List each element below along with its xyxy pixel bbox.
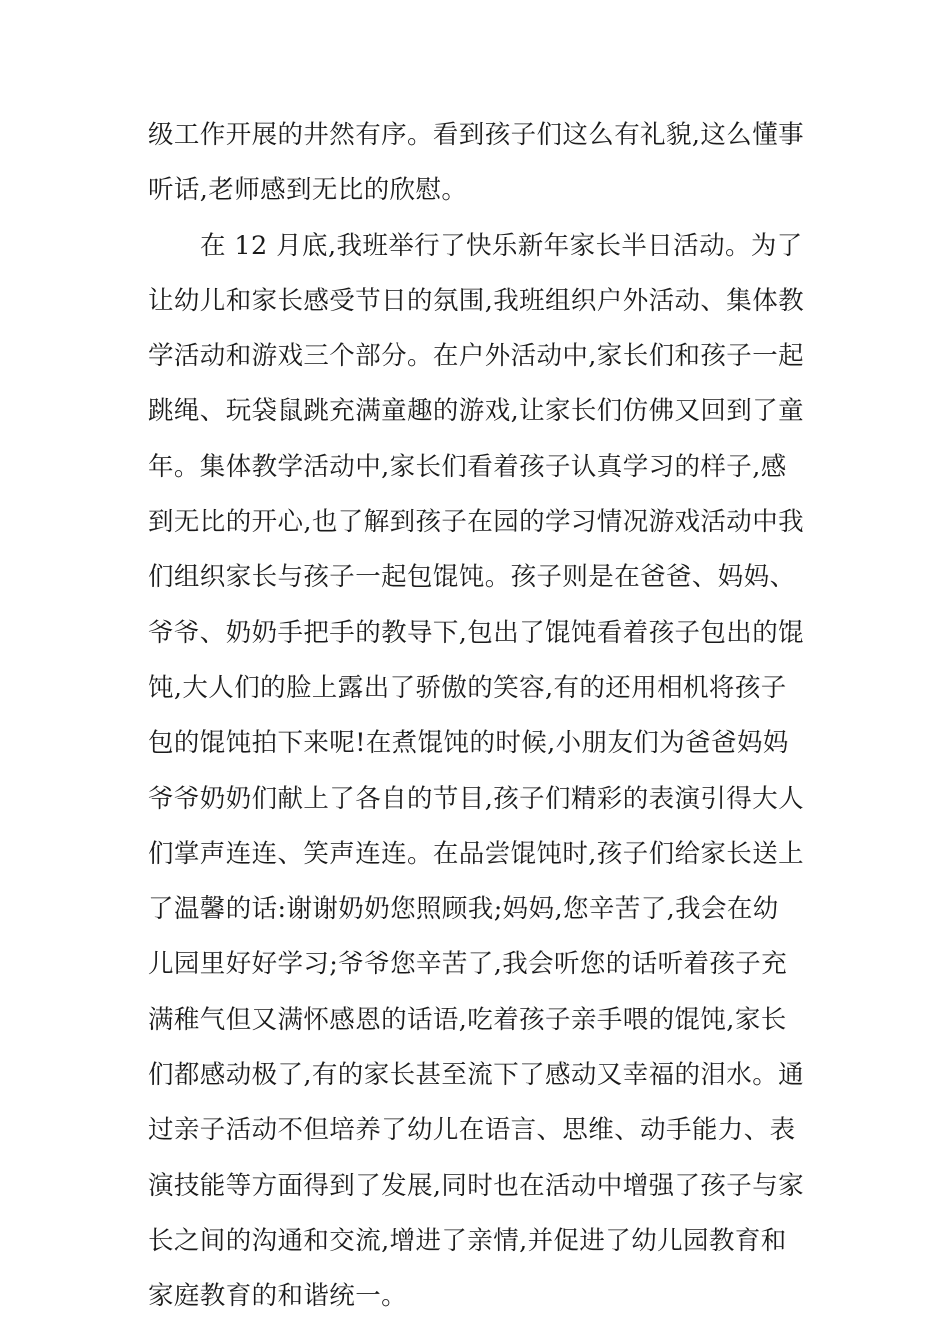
text-line: 让幼儿和家长感受节日的氛围,我班组织户外活动、集体教 bbox=[148, 285, 805, 316]
text-line: 们都感动极了,有的家长甚至流下了感动又幸福的泪水。通 bbox=[148, 1060, 805, 1091]
paragraph-continuation bbox=[148, 108, 808, 219]
text-line: 长之间的沟通和交流,增进了亲情,并促进了幼儿园教育和 bbox=[148, 1225, 787, 1256]
document-body bbox=[148, 108, 808, 1325]
text-line: 们掌声连连、笑声连连。在品尝馄饨时,孩子们给家长送上 bbox=[148, 838, 805, 869]
text-line-indented: 在 12 月底,我班举行了快乐新年家长半日活动。为了 bbox=[200, 230, 803, 261]
text-line: 了温馨的话:谢谢奶奶您照顾我;妈妈,您辛苦了,我会在幼 bbox=[148, 894, 779, 925]
text-line: 到无比的开心,也了解到孩子在园的学习情况游戏活动中我 bbox=[148, 507, 805, 538]
text-line: 演技能等方面得到了发展,同时也在活动中增强了孩子与家 bbox=[148, 1170, 805, 1201]
text-line: 年。集体教学活动中,家长们看着孩子认真学习的样子,感 bbox=[148, 451, 787, 482]
text-line: 爷爷、奶奶手把手的教导下,包出了馄饨看着孩子包出的馄 bbox=[148, 617, 805, 648]
text-line: 学活动和游戏三个部分。在户外活动中,家长们和孩子一起 bbox=[148, 341, 805, 372]
text-line: 跳绳、玩袋鼠跳充满童趣的游戏,让家长们仿佛又回到了童 bbox=[148, 396, 805, 427]
text-line: 过亲子活动不但培养了幼儿在语言、思维、动手能力、表 bbox=[148, 1115, 796, 1146]
text-line: 满稚气但又满怀感恩的话语,吃着孩子亲手喂的馄饨,家长 bbox=[148, 1004, 787, 1035]
paragraph-activity bbox=[148, 219, 808, 1325]
text-line: 级工作开展的井然有序。看到孩子们这么有礼貌,这么懂事 bbox=[148, 120, 805, 150]
text-line: 们组织家长与孩子一起包馄饨。孩子则是在爸爸、妈妈、 bbox=[148, 562, 796, 593]
text-line: 听话,老师感到无比的欣慰。 bbox=[148, 175, 468, 206]
text-line: 饨,大人们的脸上露出了骄傲的笑容,有的还用相机将孩子 bbox=[148, 672, 787, 703]
text-line: 爷爷奶奶们献上了各自的节目,孩子们精彩的表演引得大人 bbox=[148, 783, 805, 814]
text-line: 家庭教育的和谐统一。 bbox=[148, 1281, 408, 1312]
text-line: 包的馄饨拍下来呢!在煮馄饨的时候,小朋友们为爸爸妈妈 bbox=[148, 728, 789, 759]
text-line: 儿园里好好学习;爷爷您辛苦了,我会听您的话听着孩子充 bbox=[148, 949, 788, 980]
